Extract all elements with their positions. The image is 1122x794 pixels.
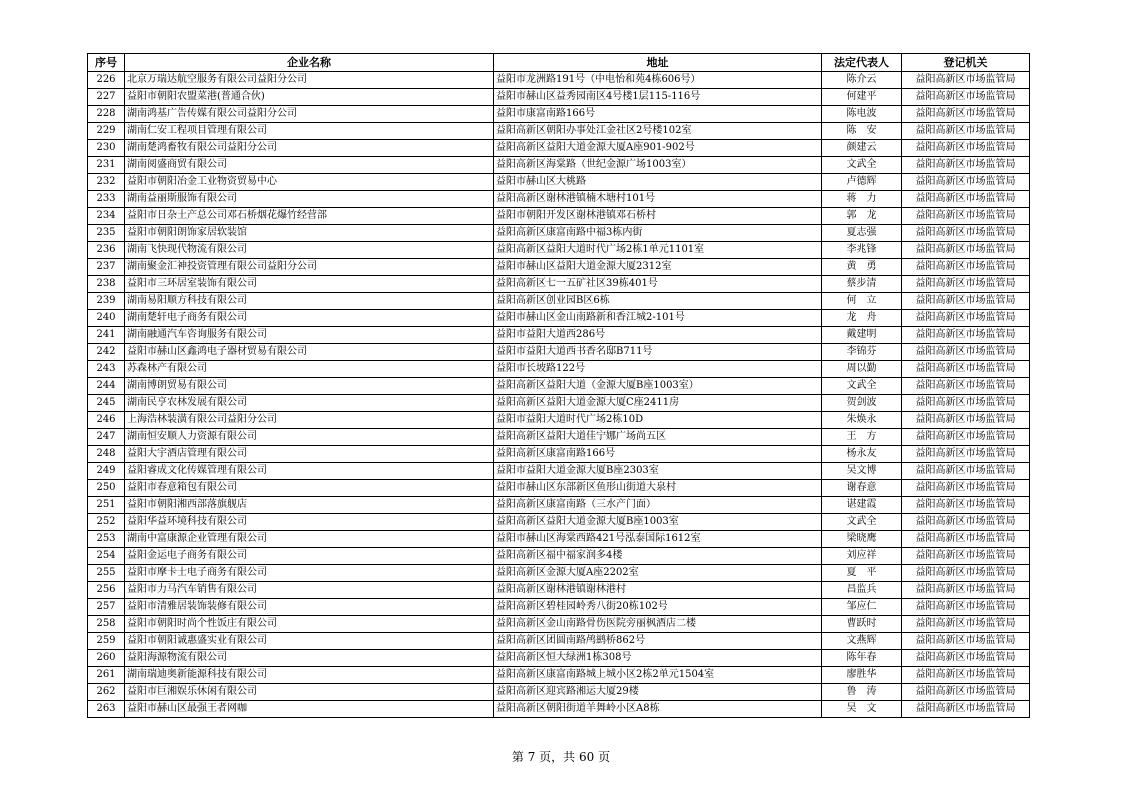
authority-cell: 益阳高新区市场监管局 <box>902 395 1030 412</box>
address-cell: 益阳高新区益阳大道金源大厦A座901-902号 <box>494 140 822 157</box>
company-name-cell: 益阳市朝阳朗饰家居软装馆 <box>125 225 494 242</box>
legal-rep-cell: 何 立 <box>822 293 902 310</box>
legal-rep-cell: 陈年春 <box>822 650 902 667</box>
company-name-cell: 益阳市力马汽车销售有限公司 <box>125 582 494 599</box>
legal-rep-cell: 卢德辉 <box>822 174 902 191</box>
table-body <box>88 72 1030 718</box>
table-row <box>88 378 1030 395</box>
address-cell: 益阳市益阳大道时代广场2栋10D <box>494 412 822 429</box>
table-row <box>88 89 1030 106</box>
legal-rep-cell: 戴建明 <box>822 327 902 344</box>
authority-cell: 益阳高新区市场监管局 <box>902 276 1030 293</box>
company-name-cell: 益阳市朝阳农盟菜港(普通合伙) <box>125 89 494 106</box>
company-name-cell: 益阳市朝阳时尚个性饭庄有限公司 <box>125 616 494 633</box>
serial-cell: 230 <box>88 140 125 157</box>
table-row <box>88 242 1030 259</box>
authority-cell: 益阳高新区市场监管局 <box>902 208 1030 225</box>
table-row <box>88 548 1030 565</box>
legal-rep-cell: 谢春意 <box>822 480 902 497</box>
serial-cell: 257 <box>88 599 125 616</box>
address-cell: 益阳高新区碧桂园岭秀八街20栋102号 <box>494 599 822 616</box>
table-row <box>88 429 1030 446</box>
serial-cell: 254 <box>88 548 125 565</box>
table-row <box>88 633 1030 650</box>
address-cell: 益阳高新区团圆南路鸬鹚桥862号 <box>494 633 822 650</box>
table-row <box>88 361 1030 378</box>
serial-cell: 255 <box>88 565 125 582</box>
legal-rep-cell: 周以勤 <box>822 361 902 378</box>
legal-rep-cell: 夏志强 <box>822 225 902 242</box>
table-row <box>88 446 1030 463</box>
address-cell: 益阳高新区朝阳街道羊舞岭小区A8栋 <box>494 701 822 718</box>
authority-cell: 益阳高新区市场监管局 <box>902 259 1030 276</box>
company-name-cell: 益阳市朝阳冶金工业物资贸易中心 <box>125 174 494 191</box>
serial-cell: 234 <box>88 208 125 225</box>
table-row <box>88 191 1030 208</box>
address-cell: 益阳高新区康富南路中福3栋内街 <box>494 225 822 242</box>
header-legal-rep: 法定代表人 <box>822 54 902 72</box>
company-name-cell: 湖南鸿基广告传媒有限公司益阳分公司 <box>125 106 494 123</box>
legal-rep-cell: 文武全 <box>822 514 902 531</box>
address-cell: 益阳高新区金山南路骨伤医院旁丽枫酒店二楼 <box>494 616 822 633</box>
legal-rep-cell: 郭 龙 <box>822 208 902 225</box>
table-row <box>88 259 1030 276</box>
address-cell: 益阳高新区创业园B区6栋 <box>494 293 822 310</box>
authority-cell: 益阳高新区市场监管局 <box>902 667 1030 684</box>
address-cell: 益阳市赫山区海棠西路421号泓泰国际1612室 <box>494 531 822 548</box>
address-cell: 益阳市益阳大道金源大厦B座2303室 <box>494 463 822 480</box>
table-row <box>88 276 1030 293</box>
company-name-cell: 益阳市朝阳诚惠盛实业有限公司 <box>125 633 494 650</box>
authority-cell: 益阳高新区市场监管局 <box>902 89 1030 106</box>
address-cell: 益阳高新区金源大厦A座2202室 <box>494 565 822 582</box>
company-name-cell: 湖南融通汽车咨询服务有限公司 <box>125 327 494 344</box>
authority-cell: 益阳高新区市场监管局 <box>902 378 1030 395</box>
header-address: 地址 <box>494 54 822 72</box>
company-name-cell: 益阳市日杂土产总公司邓石桥烟花爆竹经营部 <box>125 208 494 225</box>
company-name-cell: 湖南恒安顺人力资源有限公司 <box>125 429 494 446</box>
serial-cell: 249 <box>88 463 125 480</box>
address-cell: 益阳市康富南路166号 <box>494 106 822 123</box>
address-cell: 益阳高新区康富南路166号 <box>494 446 822 463</box>
address-cell: 益阳高新区益阳大道金源大厦C座2411房 <box>494 395 822 412</box>
company-name-cell: 益阳大宇酒店管理有限公司 <box>125 446 494 463</box>
address-cell: 益阳市赫山区益秀园南区4号楼1层115-116号 <box>494 89 822 106</box>
legal-rep-cell: 邹应仁 <box>822 599 902 616</box>
serial-cell: 231 <box>88 157 125 174</box>
address-cell: 益阳高新区益阳大道金源大厦B座1003室 <box>494 514 822 531</box>
legal-rep-cell: 何建平 <box>822 89 902 106</box>
serial-cell: 240 <box>88 310 125 327</box>
serial-cell: 262 <box>88 684 125 701</box>
serial-cell: 246 <box>88 412 125 429</box>
authority-cell: 益阳高新区市场监管局 <box>902 191 1030 208</box>
legal-rep-cell: 梁晓鹰 <box>822 531 902 548</box>
legal-rep-cell: 昌监兵 <box>822 582 902 599</box>
table-row <box>88 616 1030 633</box>
authority-cell: 益阳高新区市场监管局 <box>902 565 1030 582</box>
company-name-cell: 湖南聚金汇神投资管理有限公司益阳分公司 <box>125 259 494 276</box>
serial-cell: 242 <box>88 344 125 361</box>
authority-cell: 益阳高新区市场监管局 <box>902 72 1030 89</box>
address-cell: 益阳高新区益阳大道佳宁娜广场尚五区 <box>494 429 822 446</box>
legal-rep-cell: 谌建霞 <box>822 497 902 514</box>
table-row <box>88 225 1030 242</box>
table-row <box>88 174 1030 191</box>
address-cell: 益阳高新区朝阳办事处江金社区2号楼102室 <box>494 123 822 140</box>
serial-cell: 253 <box>88 531 125 548</box>
authority-cell: 益阳高新区市场监管局 <box>902 225 1030 242</box>
legal-rep-cell: 吴 文 <box>822 701 902 718</box>
company-name-cell: 益阳金运电子商务有限公司 <box>125 548 494 565</box>
table-row <box>88 684 1030 701</box>
legal-rep-cell: 陈 安 <box>822 123 902 140</box>
legal-rep-cell: 李兆锋 <box>822 242 902 259</box>
address-cell: 益阳高新区恒大绿洲1栋308号 <box>494 650 822 667</box>
authority-cell: 益阳高新区市场监管局 <box>902 242 1030 259</box>
address-cell: 益阳高新区福中福家润多4楼 <box>494 548 822 565</box>
table-row <box>88 650 1030 667</box>
serial-cell: 244 <box>88 378 125 395</box>
page-number-footer: 第 7 页，共 60 页 <box>511 750 611 764</box>
company-name-cell: 湖南博朗贸易有限公司 <box>125 378 494 395</box>
legal-rep-cell: 贺剑波 <box>822 395 902 412</box>
legal-rep-cell: 文武全 <box>822 157 902 174</box>
legal-rep-cell: 廖胜华 <box>822 667 902 684</box>
legal-rep-cell: 龙 舟 <box>822 310 902 327</box>
serial-cell: 228 <box>88 106 125 123</box>
table-row <box>88 293 1030 310</box>
legal-rep-cell: 吴文博 <box>822 463 902 480</box>
serial-cell: 247 <box>88 429 125 446</box>
address-cell: 益阳高新区迎宾路湘运大厦29楼 <box>494 684 822 701</box>
company-name-cell: 湖南楚轩电子商务有限公司 <box>125 310 494 327</box>
serial-cell: 243 <box>88 361 125 378</box>
legal-rep-cell: 朱焕永 <box>822 412 902 429</box>
serial-cell: 232 <box>88 174 125 191</box>
table-header-row <box>88 54 1030 72</box>
legal-rep-cell: 文武全 <box>822 378 902 395</box>
authority-cell: 益阳高新区市场监管局 <box>902 344 1030 361</box>
authority-cell: 益阳高新区市场监管局 <box>902 548 1030 565</box>
company-name-cell: 上海浩林装潢有限公司益阳分公司 <box>125 412 494 429</box>
authority-cell: 益阳高新区市场监管局 <box>902 293 1030 310</box>
serial-cell: 259 <box>88 633 125 650</box>
company-name-cell: 益阳市春意箱包有限公司 <box>125 480 494 497</box>
authority-cell: 益阳高新区市场监管局 <box>902 123 1030 140</box>
serial-cell: 251 <box>88 497 125 514</box>
table-row <box>88 582 1030 599</box>
serial-cell: 248 <box>88 446 125 463</box>
company-name-cell: 益阳市摩卡士电子商务有限公司 <box>125 565 494 582</box>
legal-rep-cell: 颜建云 <box>822 140 902 157</box>
serial-cell: 261 <box>88 667 125 684</box>
authority-cell: 益阳高新区市场监管局 <box>902 514 1030 531</box>
serial-cell: 226 <box>88 72 125 89</box>
authority-cell: 益阳高新区市场监管局 <box>902 361 1030 378</box>
address-cell: 益阳高新区康富南路（三水产门面） <box>494 497 822 514</box>
company-name-cell: 湖南瑞迪奥新能源科技有限公司 <box>125 667 494 684</box>
company-name-cell: 益阳市朝阳湘西部落旗舰店 <box>125 497 494 514</box>
table-row <box>88 72 1030 89</box>
company-name-cell: 湖南仁安工程项目管理有限公司 <box>125 123 494 140</box>
address-cell: 益阳市赫山区金山南路新和香江城2-101号 <box>494 310 822 327</box>
legal-rep-cell: 李锦芬 <box>822 344 902 361</box>
legal-rep-cell: 王 方 <box>822 429 902 446</box>
table-row <box>88 123 1030 140</box>
authority-cell: 益阳高新区市场监管局 <box>902 106 1030 123</box>
authority-cell: 益阳高新区市场监管局 <box>902 582 1030 599</box>
legal-rep-cell: 黄 勇 <box>822 259 902 276</box>
serial-cell: 235 <box>88 225 125 242</box>
authority-cell: 益阳高新区市场监管局 <box>902 446 1030 463</box>
serial-cell: 237 <box>88 259 125 276</box>
legal-rep-cell: 陈介云 <box>822 72 902 89</box>
company-name-cell: 益阳睿成文化传媒管理有限公司 <box>125 463 494 480</box>
legal-rep-cell: 刘应祥 <box>822 548 902 565</box>
legal-rep-cell: 杨永友 <box>822 446 902 463</box>
authority-cell: 益阳高新区市场监管局 <box>902 701 1030 718</box>
authority-cell: 益阳高新区市场监管局 <box>902 480 1030 497</box>
authority-cell: 益阳高新区市场监管局 <box>902 429 1030 446</box>
table-row <box>88 327 1030 344</box>
legal-rep-cell: 曹跃时 <box>822 616 902 633</box>
header-company-name: 企业名称 <box>125 54 494 72</box>
company-name-cell: 湖南易阳顺方科技有限公司 <box>125 293 494 310</box>
table-row <box>88 412 1030 429</box>
legal-rep-cell: 蒋 力 <box>822 191 902 208</box>
authority-cell: 益阳高新区市场监管局 <box>902 310 1030 327</box>
serial-cell: 256 <box>88 582 125 599</box>
table-row <box>88 531 1030 548</box>
legal-rep-cell: 夏 平 <box>822 565 902 582</box>
table-row <box>88 344 1030 361</box>
address-cell: 益阳高新区益阳大道（金源大厦B座1003室） <box>494 378 822 395</box>
company-name-cell: 湖南飞快现代物流有限公司 <box>125 242 494 259</box>
authority-cell: 益阳高新区市场监管局 <box>902 157 1030 174</box>
address-cell: 益阳市益阳大道西书香名邸B711号 <box>494 344 822 361</box>
legal-rep-cell: 鲁 涛 <box>822 684 902 701</box>
table-row <box>88 701 1030 718</box>
table-row <box>88 463 1030 480</box>
company-name-cell: 益阳华益环境科技有限公司 <box>125 514 494 531</box>
authority-cell: 益阳高新区市场监管局 <box>902 684 1030 701</box>
address-cell: 益阳市朝阳开发区谢林港镇邓石桥村 <box>494 208 822 225</box>
address-cell: 益阳高新区谢林港镇楠木塘村101号 <box>494 191 822 208</box>
serial-cell: 233 <box>88 191 125 208</box>
authority-cell: 益阳高新区市场监管局 <box>902 140 1030 157</box>
address-cell: 益阳市长坡路122号 <box>494 361 822 378</box>
authority-cell: 益阳高新区市场监管局 <box>902 616 1030 633</box>
company-name-cell: 益阳市三环居室装饰有限公司 <box>125 276 494 293</box>
serial-cell: 239 <box>88 293 125 310</box>
authority-cell: 益阳高新区市场监管局 <box>902 463 1030 480</box>
authority-cell: 益阳高新区市场监管局 <box>902 497 1030 514</box>
company-name-cell: 苏森林产有限公司 <box>125 361 494 378</box>
legal-rep-cell: 蔡步清 <box>822 276 902 293</box>
table-row <box>88 140 1030 157</box>
serial-cell: 263 <box>88 701 125 718</box>
serial-cell: 245 <box>88 395 125 412</box>
address-cell: 益阳市益阳大道西286号 <box>494 327 822 344</box>
table-row <box>88 514 1030 531</box>
company-name-cell: 益阳海源物流有限公司 <box>125 650 494 667</box>
company-name-cell: 益阳市巨湘娱乐休闲有限公司 <box>125 684 494 701</box>
table-row <box>88 106 1030 123</box>
table-row <box>88 599 1030 616</box>
serial-cell: 241 <box>88 327 125 344</box>
authority-cell: 益阳高新区市场监管局 <box>902 174 1030 191</box>
table-row <box>88 497 1030 514</box>
legal-rep-cell: 文燕辉 <box>822 633 902 650</box>
address-cell: 益阳市龙洲路191号（中电怡和苑4栋606号） <box>494 72 822 89</box>
serial-cell: 252 <box>88 514 125 531</box>
serial-cell: 258 <box>88 616 125 633</box>
table-row <box>88 667 1030 684</box>
company-name-cell: 益阳市赫山区鑫鸿电子器材贸易有限公司 <box>125 344 494 361</box>
address-cell: 益阳高新区海棠路（世纪金源广场1003室） <box>494 157 822 174</box>
authority-cell: 益阳高新区市场监管局 <box>902 650 1030 667</box>
serial-cell: 260 <box>88 650 125 667</box>
header-authority: 登记机关 <box>902 54 1030 72</box>
table-row <box>88 395 1030 412</box>
address-cell: 益阳高新区谢林港镇谢林港村 <box>494 582 822 599</box>
table-row <box>88 157 1030 174</box>
authority-cell: 益阳高新区市场监管局 <box>902 412 1030 429</box>
company-name-cell: 益阳市清雅居装饰装修有限公司 <box>125 599 494 616</box>
serial-cell: 227 <box>88 89 125 106</box>
legal-rep-cell: 陈电波 <box>822 106 902 123</box>
authority-cell: 益阳高新区市场监管局 <box>902 531 1030 548</box>
header-serial: 序号 <box>88 54 125 72</box>
serial-cell: 236 <box>88 242 125 259</box>
serial-cell: 250 <box>88 480 125 497</box>
address-cell: 益阳市赫山区大桃路 <box>494 174 822 191</box>
table-row <box>88 480 1030 497</box>
table-row <box>88 208 1030 225</box>
serial-cell: 229 <box>88 123 125 140</box>
company-name-cell: 北京万瑞达航空服务有限公司益阳分公司 <box>125 72 494 89</box>
registration-table <box>87 53 1030 718</box>
address-cell: 益阳高新区七一五矿社区39栋401号 <box>494 276 822 293</box>
address-cell: 益阳高新区康富南路城上城小区2栋2单元1504室 <box>494 667 822 684</box>
address-cell: 益阳高新区益阳大道时代广场2栋1单元1101室 <box>494 242 822 259</box>
table-row <box>88 565 1030 582</box>
authority-cell: 益阳高新区市场监管局 <box>902 599 1030 616</box>
company-name-cell: 湖南楚鸿畜牧有限公司益阳分公司 <box>125 140 494 157</box>
company-name-cell: 湖南阅盛商贸有限公司 <box>125 157 494 174</box>
serial-cell: 238 <box>88 276 125 293</box>
company-name-cell: 湖南民亨农林发展有限公司 <box>125 395 494 412</box>
authority-cell: 益阳高新区市场监管局 <box>902 633 1030 650</box>
company-name-cell: 益阳市赫山区最强王者网咖 <box>125 701 494 718</box>
address-cell: 益阳市赫山区益阳大道金源大厦2312室 <box>494 259 822 276</box>
company-name-cell: 湖南中富康源企业管理有限公司 <box>125 531 494 548</box>
company-name-cell: 湖南益丽斯服饰有限公司 <box>125 191 494 208</box>
table-row <box>88 310 1030 327</box>
authority-cell: 益阳高新区市场监管局 <box>902 327 1030 344</box>
address-cell: 益阳市赫山区东部新区鱼形山街道大泉村 <box>494 480 822 497</box>
